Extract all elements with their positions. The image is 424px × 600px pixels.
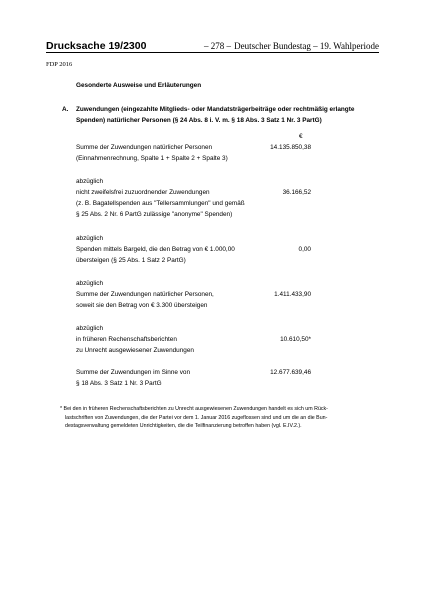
entry-5-value: 10.610,50* [280, 336, 311, 343]
footnote-line-3: destagsverwaltung gemeldeten Unrichtigkeiten, die die Teilfinanzierung betroffen haben (vgl. E.IV.2.). [65, 423, 302, 430]
entry-3-value: 0,00 [298, 246, 311, 253]
footnote [60, 405, 380, 431]
subheader: FDP 2016 [46, 61, 73, 68]
entry-1-line-1: Summe der Zuwendungen natürlicher Personen [76, 144, 213, 151]
entry-6-value: 12.677.639,46 [270, 369, 311, 376]
entry-2-line-3: (z. B. Bagatellspenden aus "Tellersammlungen" und gemäß [76, 200, 245, 207]
footnote-line-1: * Bei den in früheren Rechenschaftsberichten zu Unrecht ausgewiesenen Zuwendungen handelt es sich um Rück- [60, 406, 328, 412]
currency-label: € [299, 133, 303, 140]
entry-1-line-2: (Einnahmenrechnung, Spalte 1 + Spalte 2 + Spalte 3) [76, 155, 228, 162]
page-header [46, 40, 379, 52]
entry-2-value: 36.166,52 [282, 189, 311, 196]
publisher: Deutscher Bundestag – 19. Wahlperiode [234, 41, 379, 51]
document-number [46, 40, 146, 52]
entry-1-value: 14.135.850,38 [270, 144, 311, 151]
entry-3-line-1: abzüglich [76, 235, 104, 242]
entry-2-line-1: abzüglich [76, 178, 104, 185]
entry-3-line-2: Spenden mittels Bargeld, die den Betrag von € 1.000,00 [76, 246, 235, 253]
section-heading-line2: Spenden) natürlicher Personen (§ 24 Abs. 8 i. V. m. § 18 Abs. 3 Satz 1 Nr. 3 PartG) [76, 117, 322, 124]
page-number: – 278 – [204, 41, 231, 51]
entry-4-line-2: Summe der Zuwendungen natürlicher Personen, [76, 291, 214, 298]
entry-5-line-3: zu Unrecht ausgewiesener Zuwendungen [76, 347, 194, 354]
header-rule [46, 52, 379, 53]
entry-6-line-1: Summe der Zuwendungen im Sinne von [76, 369, 191, 376]
footnote-line-2: lastschriften von Zuwendungen, die der Partei vor dem 1. Januar 2016 zugeflossen sind und um die an die Bun- [65, 414, 328, 421]
doc-number: 2300 [123, 40, 147, 52]
section-title: Gesonderte Ausweise und Erläuterungen [76, 82, 202, 89]
entry-2-line-4: § 25 Abs. 2 Nr. 6 PartG zulässige "anonyme" Spenden) [76, 211, 233, 218]
section-letter: A. [62, 106, 69, 113]
entry-6-line-2: § 18 Abs. 3 Satz 1 Nr. 3 PartG [76, 380, 162, 387]
entry-5-line-1: abzüglich [76, 325, 104, 332]
entry-4-line-1: abzüglich [76, 280, 104, 287]
entry-4-value: 1.411.433,90 [274, 291, 311, 298]
doc-prefix: Drucksache 19/ [46, 40, 124, 52]
entry-2-line-2: nicht zweifelsfrei zuzuordnender Zuwendungen [76, 189, 210, 196]
entry-3-line-3: übersteigen (§ 25 Abs. 1 Satz 2 PartG) [76, 257, 186, 264]
section-heading-line1: Zuwendungen (eingezahlte Mitglieds- oder Mandatsträgerbeiträge oder rechtmäßig erlangte [76, 106, 355, 113]
entry-5-line-2: in früheren Rechenschaftsberichten [76, 336, 177, 343]
entry-4-line-3: soweit sie den Betrag von € 3.300 übersteigen [76, 302, 208, 309]
